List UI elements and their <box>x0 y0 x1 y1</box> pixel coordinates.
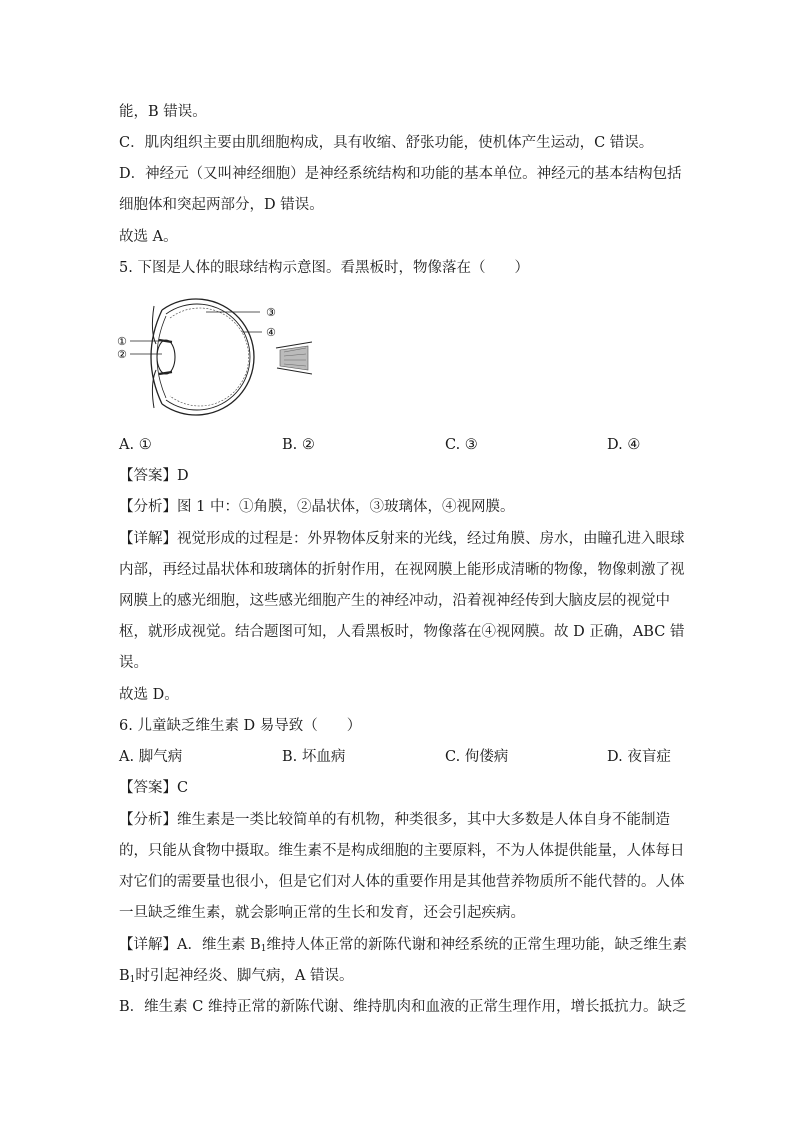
detail-line: 网膜上的感光细胞，这些感光细胞产生的神经冲动，沿着视神经传到大脑皮层的视觉中 <box>119 593 670 609</box>
diagram-label-4: ④ <box>266 326 276 339</box>
analysis: 【分析】图 1 中：①角膜，②晶状体，③玻璃体，④视网膜。 <box>119 499 515 515</box>
analysis-line: 对它们的需要量也很小，但是它们对人体的重要作用是其他营养物质所不能代替的。人体 <box>119 874 685 890</box>
diagram-label-3: ③ <box>266 306 276 319</box>
option-d: D. ④ <box>607 437 641 453</box>
detail-text: 维持人体正常的新陈代谢和神经系统的正常生理功能，缺乏维生素 <box>266 937 687 953</box>
detail-text: 时引起神经炎、脚气病，A 错误。 <box>135 968 354 984</box>
analysis-line: 的，只能从食物中摄取。维生素不是构成细胞的主要原料，不为人体提供能量，人体每日 <box>119 843 685 859</box>
text-line: D．神经元（又叫神经细胞）是神经系统结构和功能的基本单位。神经元的基本结构包括 <box>119 166 682 182</box>
option-d: D. 夜盲症 <box>607 749 671 765</box>
option-c: C. ③ <box>445 437 478 453</box>
analysis-line: 【分析】维生素是一类比较简单的有机物，种类很多，其中大多数是人体自身不能制造 <box>119 812 670 828</box>
text-line: 能，B 错误。 <box>119 104 207 120</box>
eye-structure-diagram <box>112 292 312 416</box>
answer: 【答案】D <box>119 468 189 484</box>
detail-line: 【详解】视觉形成的过程是：外界物体反射来的光线，经过角膜、房水，由瞳孔进入眼球 <box>119 531 685 547</box>
detail-line <box>119 935 687 959</box>
option-a: A. 脚气病 <box>119 749 183 765</box>
choose: 故选 D。 <box>119 687 179 703</box>
answer: 【答案】C <box>119 780 189 796</box>
detail-line: 误。 <box>119 655 148 671</box>
text-line: C．肌肉组织主要由肌细胞构成，具有收缩、舒张功能，使机体产生运动，C 错误。 <box>119 135 654 151</box>
text-line: 细胞体和突起两部分，D 错误。 <box>119 197 324 213</box>
option-c: C. 佝偻病 <box>445 749 509 765</box>
detail-line: B．维生素 C 维持正常的新陈代谢、维持肌肉和血液的正常生理作用，增长抵抗力。缺乏 <box>119 999 687 1015</box>
option-b: B. 坏血病 <box>282 749 346 765</box>
diagram-label-1: ① <box>117 335 127 348</box>
question-6: 6. 儿童缺乏维生素 D 易导致（ ） <box>119 718 362 734</box>
option-b: B. ② <box>282 437 315 453</box>
subscript: 1 <box>129 975 136 985</box>
detail-text: 【详解】A．维生素 B <box>119 937 261 953</box>
detail-text: B <box>119 968 130 984</box>
question-5: 5. 下图是人体的眼球结构示意图。看黑板时，物像落在（ ） <box>119 260 529 276</box>
analysis-line: 一旦缺乏维生素，就会影响正常的生长和发育，还会引起疾病。 <box>119 905 525 921</box>
diagram-label-2: ② <box>117 348 127 361</box>
text-line: 故选 A。 <box>119 229 178 245</box>
detail-line: 内部，再经过晶状体和玻璃体的折射作用，在视网膜上能形成清晰的物像，物像刺激了视 <box>119 562 685 578</box>
detail-line <box>119 966 353 990</box>
subscript: 1 <box>260 944 267 954</box>
option-a: A. ① <box>119 437 152 453</box>
detail-line: 枢，就形成视觉。结合题图可知，人看黑板时，物像落在④视网膜。故 D 正确，ABC 错 <box>119 624 685 640</box>
